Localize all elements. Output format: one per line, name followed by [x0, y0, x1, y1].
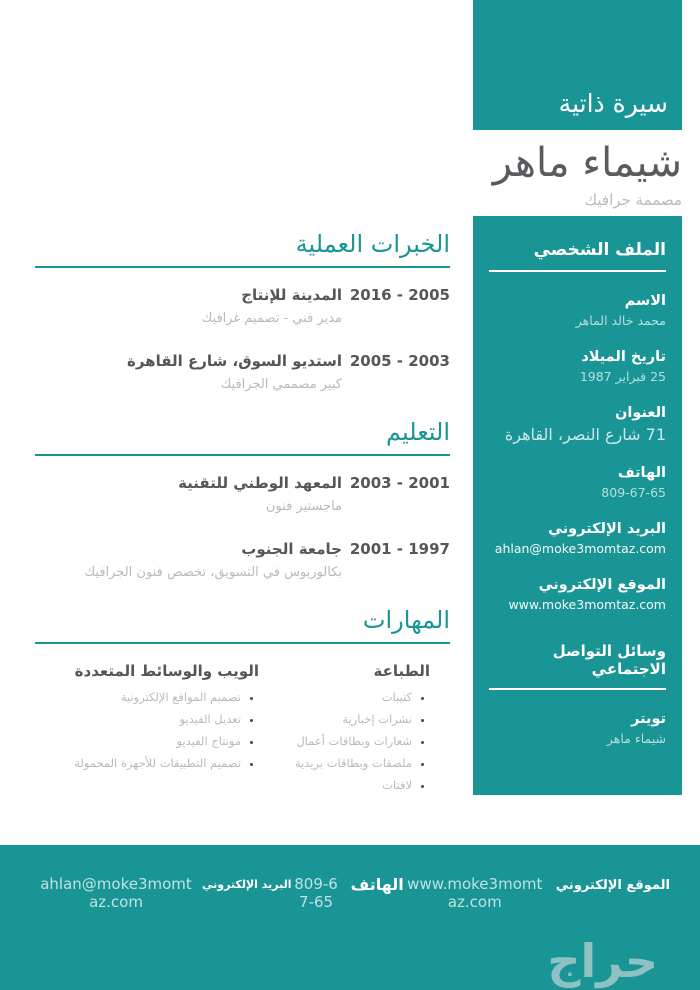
- field-value: www.moke3momtaz.com: [508, 597, 666, 612]
- field-label: تاريخ الميلاد: [581, 349, 666, 365]
- profile-heading-rule: [489, 270, 666, 272]
- field-label: الاسم: [624, 293, 666, 309]
- person-name: شيماء ماهر: [492, 140, 682, 186]
- field-value: 25 فبراير 1987: [579, 369, 666, 384]
- cv-banner-title: سيرة ذاتية: [558, 89, 668, 118]
- experience-entry: [35, 286, 450, 326]
- footer-email: [40, 875, 291, 911]
- footer-email-value: ahlan@moke3momtaz.com: [40, 875, 192, 911]
- person-job-title: مصممة جرافيك: [584, 191, 682, 209]
- education-subtitle: ماجستير فنون: [265, 499, 342, 514]
- sidebar-field-phone: [489, 465, 666, 500]
- sidebar-field-birthdate: [489, 349, 666, 384]
- header-name-block: [493, 140, 682, 209]
- skill-item: • تعديل الفيديو: [35, 712, 241, 726]
- education-subtitle: بكالوريوس في التسويق، تخصص فنون الجرافيك: [84, 565, 342, 580]
- section-education: [35, 418, 450, 580]
- education-entry: [35, 474, 450, 514]
- field-label: الموقع الإلكتروني: [538, 577, 666, 593]
- sidebar-field-twitter: [489, 711, 666, 746]
- experience-entry: [35, 352, 450, 392]
- sidebar-field-name: [489, 293, 666, 328]
- education-dates: 2001 - 1997: [349, 540, 450, 558]
- field-label: العنوان: [615, 405, 666, 421]
- field-value: ahlan@moke3momtaz.com: [494, 541, 666, 556]
- education-title: المعهد الوطني للتقنية: [178, 474, 342, 492]
- field-value: محمد خالد الماهر: [575, 313, 666, 328]
- profile-heading: الملف الشخصي: [533, 240, 666, 260]
- haraj-watermark-logo: حراج: [547, 934, 658, 988]
- section-skills: [35, 606, 450, 800]
- skill-item: • مونتاج الفيديو: [35, 734, 241, 748]
- footer-website-value: www.moke3momtaz.com: [407, 875, 543, 911]
- education-entry: [35, 540, 450, 580]
- field-value: 71 شارع النصر، القاهرة: [504, 425, 666, 444]
- experience-subtitle: مدير فني - تصميم غرافيك: [201, 311, 342, 326]
- skills-print-title: الطباعة: [373, 662, 430, 680]
- skills-web-title: الويب والوسائط المتعددة: [74, 662, 259, 680]
- skill-item: • كتيبات: [285, 690, 412, 704]
- main-content: [35, 230, 450, 824]
- footer-website-label: الموقع الإلكتروني: [555, 878, 670, 893]
- field-label: تويتر: [631, 711, 666, 727]
- experience-subtitle: كبير مصممي الجرافيك: [220, 377, 342, 392]
- field-label: البريد الإلكتروني: [548, 521, 666, 537]
- skills-heading: المهارات: [35, 606, 450, 644]
- footer-phone-label: الهاتف: [350, 875, 404, 894]
- experience-dates: 2016 - 2005: [349, 286, 450, 304]
- social-media-heading: وسائل التواصل الاجتماعي: [552, 642, 666, 678]
- sidebar-field-email: [489, 521, 666, 556]
- skill-item: • ملصقات وبطاقات بريدية: [285, 756, 412, 770]
- social-heading-rule: [489, 688, 666, 690]
- experience-dates: 2005 - 2003: [349, 352, 450, 370]
- skill-item: • شعارات وبطاقات أعمال: [285, 734, 412, 748]
- education-heading: التعليم: [35, 418, 450, 456]
- cv-banner: [473, 0, 682, 130]
- profile-sidebar: [473, 216, 682, 795]
- footer-phone-value: 809-67-65: [294, 875, 338, 911]
- field-value: شيماء ماهر: [606, 731, 666, 746]
- field-value: 809-67-65: [601, 485, 666, 500]
- footer: [0, 845, 700, 990]
- skills-web-column: [35, 662, 259, 800]
- sidebar-field-website: [489, 577, 666, 612]
- sidebar-field-address: [489, 405, 666, 444]
- skill-item: • نشرات إخبارية: [285, 712, 412, 726]
- skills-print-column: [285, 662, 430, 800]
- experience-heading: الخبرات العملية: [35, 230, 450, 268]
- footer-email-label: البريد الإلكتروني: [202, 878, 292, 891]
- experience-title: المدينة للإنتاج: [241, 286, 342, 304]
- skill-item: • تصميم التطبيقات للأجهزة المحمولة: [35, 756, 241, 770]
- footer-phone: [291, 875, 403, 911]
- education-dates: 2003 - 2001: [349, 474, 450, 492]
- education-title: جامعة الجنوب: [241, 540, 342, 558]
- section-experience: [35, 230, 450, 392]
- skill-item: • تصميم المواقع الإلكترونية: [35, 690, 241, 704]
- experience-title: استديو السوق، شارع القاهرة: [127, 352, 342, 370]
- skill-item: • لافتات: [285, 778, 412, 792]
- field-label: الهاتف: [617, 465, 666, 481]
- footer-website: [404, 875, 670, 911]
